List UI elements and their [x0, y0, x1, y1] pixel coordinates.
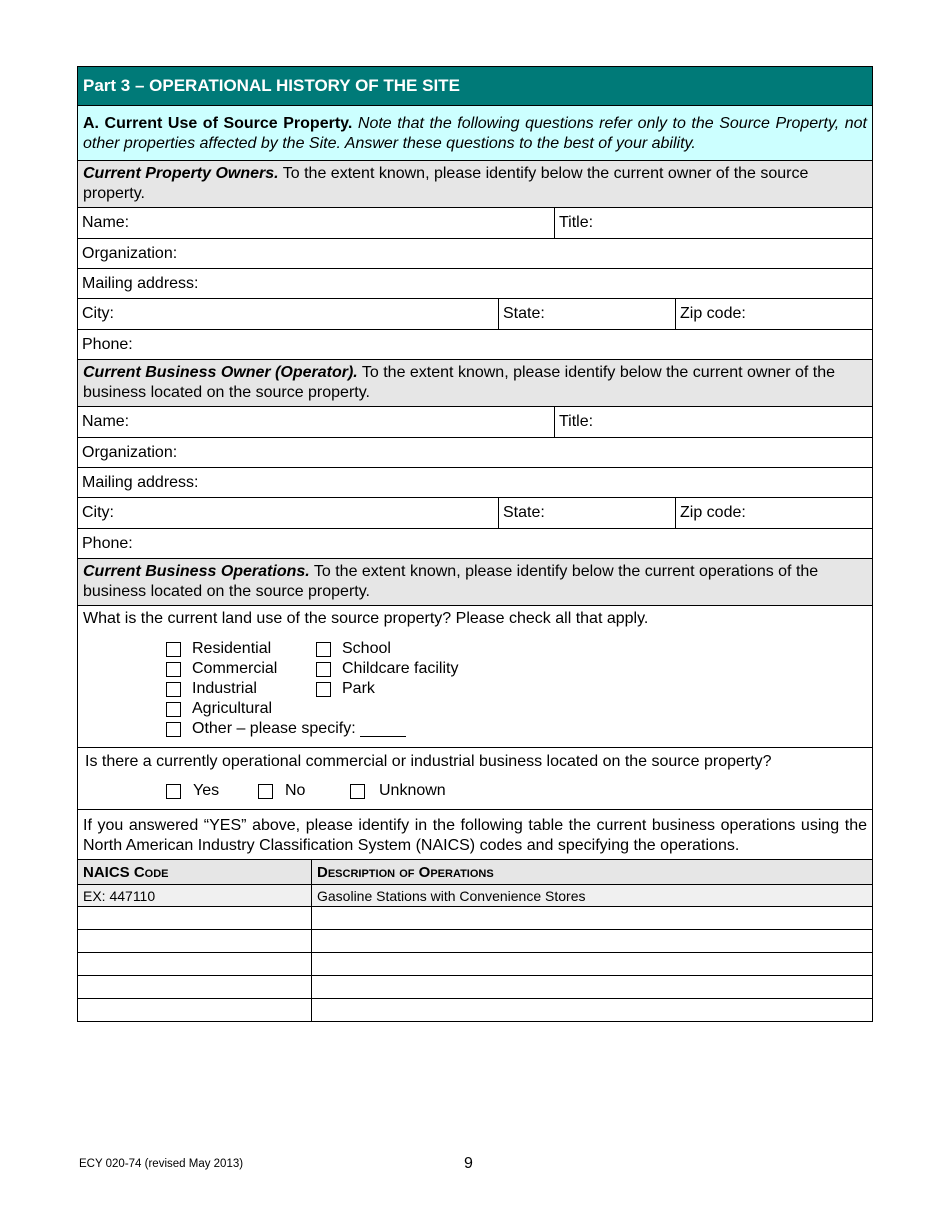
option-label: Park [342, 680, 375, 697]
operator-mail-row [77, 468, 873, 498]
yes-instructions-row [77, 810, 873, 860]
other-specify-blank[interactable] [360, 722, 406, 737]
yes-instructions: If you answered “YES” above, please identify in the following table the current business operations using the North American Industry Classification System (NAICS) codes and specifying the operations. [83, 817, 867, 854]
owner-title-field[interactable] [554, 208, 872, 238]
operator-city-row [77, 498, 873, 529]
owner-name-field[interactable] [78, 208, 554, 238]
section-a-text [78, 106, 872, 160]
naics-desc-cell[interactable] [312, 953, 872, 975]
business-question-row [77, 748, 873, 810]
naics-code-cell[interactable] [78, 930, 312, 952]
operator-state-label: State: [503, 504, 545, 521]
checkbox[interactable] [316, 642, 331, 657]
part-title: Part 3 – OPERATIONAL HISTORY OF THE SITE [78, 67, 872, 105]
operations-heading [78, 559, 872, 605]
owner-org-row [77, 239, 873, 269]
checkbox[interactable] [316, 682, 331, 697]
option-other[interactable] [78, 719, 872, 739]
land-use-question: What is the current land use of the source property? Please check all that apply. [83, 610, 649, 627]
naics-desc-header: Description of Operations [317, 863, 494, 881]
owner-name-row [77, 208, 873, 239]
table-row [77, 976, 873, 999]
land-use-col2 [316, 639, 458, 719]
option-label: Yes [193, 782, 220, 799]
naics-code-cell[interactable] [78, 953, 312, 975]
option-industrial[interactable] [166, 679, 316, 699]
owner-org-label: Organization: [82, 244, 178, 262]
owner-mail-label: Mailing address: [82, 274, 199, 292]
business-question: Is there a currently operational commercial or industrial business located on the source property? [85, 753, 772, 770]
operator-mail-field[interactable] [78, 468, 872, 497]
owners-heading-row [77, 161, 873, 208]
owner-phone-field[interactable] [78, 330, 872, 359]
checkbox[interactable] [166, 662, 181, 677]
owners-heading-text: To the extent known, please identify below the current owner of the source property. [83, 165, 809, 202]
option-childcare[interactable] [316, 659, 458, 679]
owner-state-label: State: [503, 305, 545, 322]
checkbox[interactable] [258, 784, 273, 799]
option-label: School [342, 640, 391, 657]
page-number: 9 [464, 1155, 473, 1172]
owners-heading [78, 161, 872, 207]
table-row [77, 999, 873, 1022]
table-row [77, 907, 873, 930]
owner-mail-row [77, 269, 873, 299]
operator-heading [78, 360, 872, 406]
option-label: Other – please specify: [192, 720, 356, 737]
owner-city-field[interactable] [78, 299, 498, 329]
owner-title-label: Title: [559, 214, 594, 231]
owner-phone-row [77, 330, 873, 360]
option-label: Childcare facility [342, 660, 459, 677]
table-row [77, 953, 873, 976]
option-label: Industrial [192, 680, 257, 697]
operator-org-row [77, 438, 873, 468]
operator-city-field[interactable] [78, 498, 498, 528]
operator-phone-label: Phone: [82, 534, 133, 552]
land-use-row [77, 606, 873, 748]
operator-zip-label: Zip code: [680, 504, 746, 521]
operations-heading-row [77, 559, 873, 606]
operational-history-form [77, 66, 873, 1022]
option-unknown[interactable] [350, 781, 446, 801]
option-label: Unknown [379, 782, 446, 799]
checkbox[interactable] [166, 722, 181, 737]
operator-state-field[interactable] [498, 498, 675, 528]
checkbox[interactable] [166, 702, 181, 717]
checkbox[interactable] [350, 784, 365, 799]
operator-org-field[interactable] [78, 438, 872, 467]
checkbox[interactable] [166, 682, 181, 697]
owner-state-field[interactable] [498, 299, 675, 329]
owner-org-field[interactable] [78, 239, 872, 268]
owner-city-row [77, 299, 873, 330]
option-label: Residential [192, 640, 272, 657]
business-options [78, 781, 872, 801]
land-use-options [78, 639, 872, 719]
option-yes[interactable] [166, 781, 258, 801]
naics-desc-cell[interactable] [312, 999, 872, 1021]
option-no[interactable] [258, 781, 350, 801]
operator-org-label: Organization: [82, 443, 178, 461]
section-a-note: Note that the following questions refer only to the Source Property, not other properties affected by the Site. Answer these questions to the best of your ability. [83, 115, 867, 152]
checkbox[interactable] [166, 784, 181, 799]
part-header-row [77, 67, 873, 106]
operations-heading-label: Current Business Operations. [83, 563, 310, 580]
operator-zip-field[interactable] [675, 498, 872, 528]
naics-header-row [77, 860, 873, 885]
naics-desc-cell[interactable] [312, 907, 872, 929]
option-park[interactable] [316, 679, 458, 699]
table-row [77, 930, 873, 953]
operator-phone-row [77, 529, 873, 559]
operator-city-label: City: [82, 504, 114, 521]
operator-title-label: Title: [559, 413, 594, 430]
naics-code-cell[interactable] [78, 907, 312, 929]
option-label: No [285, 782, 306, 799]
option-commercial[interactable] [166, 659, 316, 679]
option-label: Agricultural [192, 700, 273, 717]
operator-name-field[interactable] [78, 407, 554, 437]
checkbox[interactable] [316, 662, 331, 677]
owner-phone-label: Phone: [82, 335, 133, 353]
naics-code-cell[interactable] [78, 999, 312, 1021]
naics-example-desc: Gasoline Stations with Convenience Stores [317, 887, 586, 904]
owner-zip-field[interactable] [675, 299, 872, 329]
operator-name-row [77, 407, 873, 438]
option-residential[interactable] [166, 639, 316, 659]
section-a-label: A. Current Use of Source Property. [83, 115, 353, 132]
operator-heading-text: To the extent known, please identify below the current owner of the business located on the source property. [83, 364, 836, 401]
naics-example-code: EX: 447110 [78, 885, 312, 906]
naics-desc-cell[interactable] [312, 976, 872, 998]
naics-code-header: NAICS Code [78, 860, 312, 884]
operator-name-label: Name: [82, 413, 130, 430]
owner-city-label: City: [82, 305, 114, 322]
operator-mail-label: Mailing address: [82, 473, 199, 491]
naics-example-row [77, 885, 873, 907]
land-use-col1 [166, 639, 316, 719]
operator-title-field[interactable] [554, 407, 872, 437]
option-school[interactable] [316, 639, 458, 659]
form-id: ECY 020-74 (revised May 2013) [79, 1158, 244, 1170]
naics-desc-cell[interactable] [312, 930, 872, 952]
operator-heading-row [77, 360, 873, 407]
operator-phone-field[interactable] [78, 529, 872, 558]
section-a-row [77, 106, 873, 161]
checkbox[interactable] [166, 642, 181, 657]
option-label: Commercial [192, 660, 278, 677]
operator-heading-label: Current Business Owner (Operator). [83, 364, 358, 381]
option-agricultural[interactable] [166, 699, 316, 719]
operations-heading-text: To the extent known, please identify below the current operations of the business located on the source property. [83, 563, 819, 600]
owner-mail-field[interactable] [78, 269, 872, 298]
naics-code-cell[interactable] [78, 976, 312, 998]
owner-name-label: Name: [82, 214, 130, 231]
owners-heading-label: Current Property Owners. [83, 165, 279, 182]
owner-zip-label: Zip code: [680, 305, 746, 322]
